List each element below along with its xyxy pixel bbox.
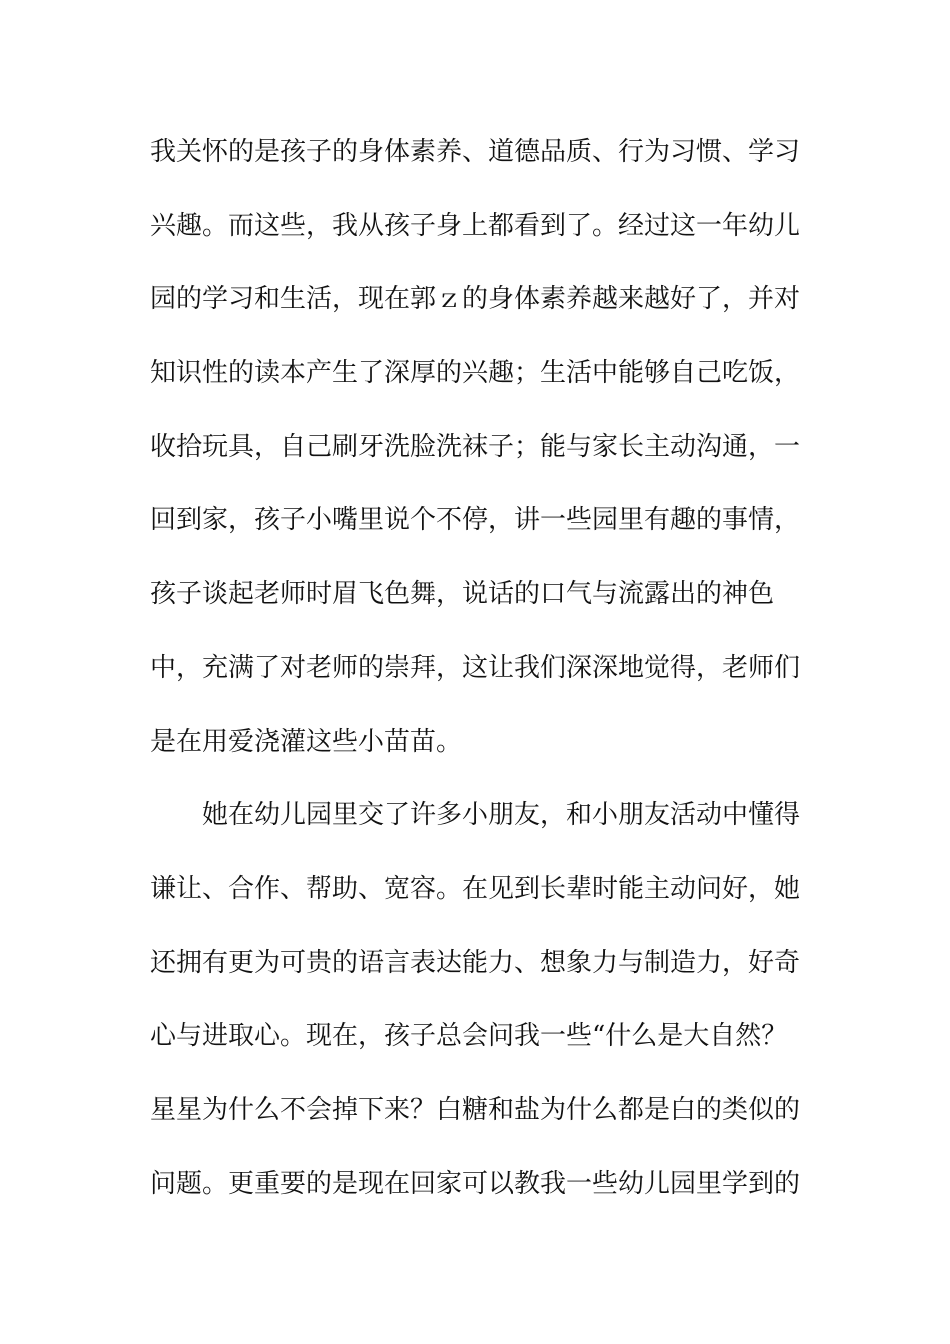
text-line: 还拥有更为可贵的语言表达能力、想象力与制造力，好奇 [150, 947, 800, 978]
text-line: 我关怀的是孩子的身体素养、道德品质、行为习惯、学习 [150, 137, 800, 167]
text-line: 回到家，孩子小嘴里说个不停，讲一些园里有趣的事情， [150, 505, 800, 536]
text-line: 中，充满了对老师的崇拜，这让我们深深地觉得，老师们 [150, 652, 800, 683]
text-line: 星星为什么不会掉下来？白糖和盐为什么都是白的类似的 [150, 1094, 800, 1125]
text-line: 问题。更重要的是现在回家可以教我一些幼儿园里学到的 [150, 1168, 800, 1199]
text-line: 收拾玩具，自己刷牙洗脸洗袜子；能与家长主动沟通，一 [150, 431, 800, 462]
body-text [150, 116, 800, 1221]
text-line: 兴趣。而这些，我从孩子身上都看到了。经过这一年幼儿 [150, 210, 800, 241]
text-line: 孩子谈起老师时眉飞色舞，说话的口气与流露出的神色 [150, 579, 775, 610]
paragraph-start-line: 她在幼儿园里交了许多小朋友，和小朋友活动中懂得 [202, 800, 800, 831]
text-line: 知识性的读本产生了深厚的兴趣；生活中能够自己吃饭， [150, 358, 800, 389]
text-line: 谦让、合作、帮助、宽容。在见到长辈时能主动问好，她 [150, 873, 800, 904]
text-line: 园的学习和生活，现在郭ｚ的身体素养越来越好了，并对 [150, 284, 800, 315]
text-line: 心与进取心。现在，孩子总会问我一些“什么是大自然？ [150, 1021, 788, 1052]
text-line: 是在用爱浇灌这些小苗苗。 [150, 726, 463, 757]
